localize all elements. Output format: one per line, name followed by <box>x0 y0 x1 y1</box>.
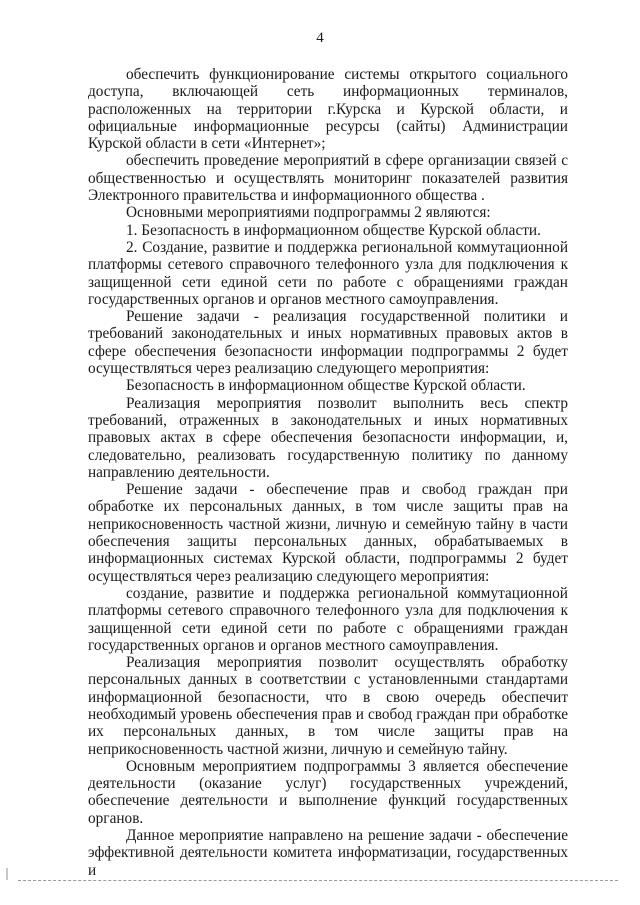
paragraph: обеспечить функционирование системы открытого социального доступа, включающей сеть информационных терминалов, расположенных на территории г.Курска и Курской области, и официальные информационные ресурсы (сайты) Администрации Курской области в сети «Интернет»; <box>88 66 568 153</box>
paragraph: Данное мероприятие направлено на решение задачи - обеспечение эффективной деятельности комитета информатизации, государственных и <box>88 827 568 879</box>
footer-divider <box>18 880 618 881</box>
paragraph: Безопасность в информационном обществе Курской области. <box>126 377 526 395</box>
paragraph: 1. Безопасность в информационном обществе Курской области. <box>126 221 541 239</box>
paragraph: Реализация мероприятия позволит выполнить весь спектр требований, отраженных в законодательных и иных нормативных правовых актах в сфере обеспечения безопасности информации, и, следовательно, реализовать государственную политику по данному направлению деятельности. <box>88 394 568 481</box>
paragraph: Решение задачи - обеспечение прав и свобод граждан при обработке их персональных данных, в том числе защиты прав на неприкосновенность частной жизни, личную и семейную тайну в части обеспечения защиты персональных данных, обрабатываемых в информационных системах Курской области, подпрограммы 2 будет осуществляться через реализацию следующего мероприятия: <box>88 481 568 585</box>
paragraph: Основным мероприятием подпрограммы 3 является обеспечение деятельности (оказание услуг) государственных учреждений, обеспечение деятельности и выполнение функций государственных органов. <box>88 757 568 827</box>
scan-edge-mark <box>6 868 8 880</box>
document-body <box>88 66 568 879</box>
paragraph: создание, развитие и поддержка региональной коммутационной платформы сетевого справочного телефонного узла для подключения к защищенной сети единой сети по работе с обращениями граждан государственных органов и органов местного самоуправления. <box>88 584 568 654</box>
page-number: 4 <box>316 30 324 46</box>
paragraph: Решение задачи - реализация государственной политики и требований законодательных и иных нормативных правовых актов в сфере обеспечения безопасности информации подпрограммы 2 будет осуществляться через реализацию следующего мероприятия: <box>88 308 568 378</box>
paragraph: обеспечить проведение мероприятий в сфере организации связей с общественностью и осуществлять мониторинг показателей развития Электронного правительства и информационного общества . <box>88 152 568 205</box>
paragraph: Основными мероприятиями подпрограммы 2 являются: <box>126 204 491 222</box>
paragraph: 2. Создание, развитие и поддержка региональной коммутационной платформы сетевого справочного телефонного узла для подключения к защищенной сети единой сети по работе с обращениями граждан государственных органов и органов местного самоуправления. <box>88 238 568 308</box>
paragraph: Реализация мероприятия позволит осуществлять обработку персональных данных в соответствии с установленными стандартами информационной безопасности, что в свою очередь обеспечит необходимый уровень обеспечения прав и свобод граждан при обработке их персональных данных, в том числе защиты прав на неприкосновенность частной жизни, личную и семейную тайну. <box>88 654 568 758</box>
